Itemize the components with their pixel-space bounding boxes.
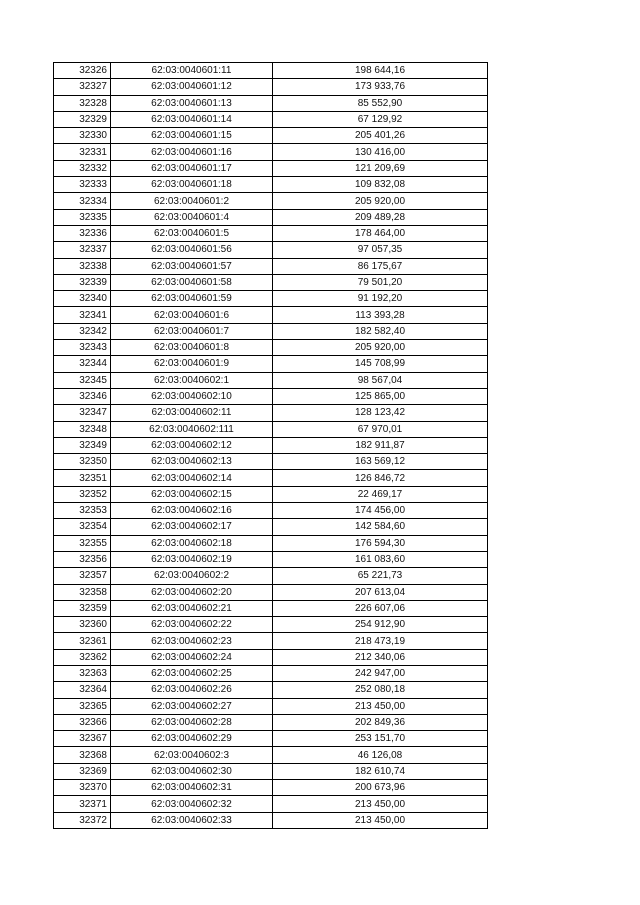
row-number-cell: 32367 (54, 731, 111, 747)
cadastral-number-cell: 62:03:0040601:17 (111, 160, 273, 176)
cadastral-number-cell: 62:03:0040601:58 (111, 274, 273, 290)
value-cell: 65 221,73 (273, 568, 488, 584)
cadastral-number-cell: 62:03:0040601:56 (111, 242, 273, 258)
table-row (54, 193, 488, 209)
table-row (54, 551, 488, 567)
table-row (54, 486, 488, 502)
cadastral-number-cell: 62:03:0040601:8 (111, 340, 273, 356)
table-row (54, 649, 488, 665)
table-row (54, 144, 488, 160)
value-cell: 142 584,60 (273, 519, 488, 535)
table-row (54, 714, 488, 730)
table-row (54, 421, 488, 437)
value-cell: 67 129,92 (273, 111, 488, 127)
row-number-cell: 32356 (54, 551, 111, 567)
table-row (54, 225, 488, 241)
row-number-cell: 32370 (54, 780, 111, 796)
cadastral-number-cell: 62:03:0040601:9 (111, 356, 273, 372)
cadastral-number-cell: 62:03:0040602:33 (111, 812, 273, 828)
value-cell: 254 912,90 (273, 617, 488, 633)
table-row (54, 274, 488, 290)
value-cell: 252 080,18 (273, 682, 488, 698)
row-number-cell: 32353 (54, 503, 111, 519)
cadastral-number-cell: 62:03:0040602:17 (111, 519, 273, 535)
value-cell: 174 456,00 (273, 503, 488, 519)
row-number-cell: 32333 (54, 177, 111, 193)
table-row (54, 111, 488, 127)
cadastral-number-cell: 62:03:0040602:21 (111, 600, 273, 616)
cadastral-number-cell: 62:03:0040601:13 (111, 95, 273, 111)
value-cell: 109 832,08 (273, 177, 488, 193)
row-number-cell: 32330 (54, 128, 111, 144)
value-cell: 253 151,70 (273, 731, 488, 747)
cadastral-number-cell: 62:03:0040602:24 (111, 649, 273, 665)
cadastral-number-cell: 62:03:0040602:32 (111, 796, 273, 812)
value-cell: 202 849,36 (273, 714, 488, 730)
value-cell: 242 947,00 (273, 665, 488, 681)
value-cell: 182 911,87 (273, 437, 488, 453)
cadastral-number-cell: 62:03:0040601:15 (111, 128, 273, 144)
cadastral-number-cell: 62:03:0040601:16 (111, 144, 273, 160)
table-row (54, 747, 488, 763)
cadastral-number-cell: 62:03:0040602:18 (111, 535, 273, 551)
cadastral-number-cell: 62:03:0040601:4 (111, 209, 273, 225)
cadastral-value-table (53, 62, 488, 829)
table-row (54, 209, 488, 225)
row-number-cell: 32327 (54, 79, 111, 95)
value-cell: 91 192,20 (273, 291, 488, 307)
value-cell: 125 865,00 (273, 388, 488, 404)
cadastral-number-cell: 62:03:0040601:14 (111, 111, 273, 127)
row-number-cell: 32350 (54, 454, 111, 470)
row-number-cell: 32342 (54, 323, 111, 339)
row-number-cell: 32359 (54, 600, 111, 616)
cadastral-number-cell: 62:03:0040602:16 (111, 503, 273, 519)
table-row (54, 323, 488, 339)
cadastral-number-cell: 62:03:0040601:11 (111, 63, 273, 79)
row-number-cell: 32360 (54, 617, 111, 633)
table-row (54, 356, 488, 372)
value-cell: 67 970,01 (273, 421, 488, 437)
value-cell: 126 846,72 (273, 470, 488, 486)
row-number-cell: 32328 (54, 95, 111, 111)
row-number-cell: 32343 (54, 340, 111, 356)
row-number-cell: 32345 (54, 372, 111, 388)
value-cell: 176 594,30 (273, 535, 488, 551)
cadastral-number-cell: 62:03:0040602:2 (111, 568, 273, 584)
row-number-cell: 32349 (54, 437, 111, 453)
row-number-cell: 32341 (54, 307, 111, 323)
table-row (54, 128, 488, 144)
row-number-cell: 32335 (54, 209, 111, 225)
value-cell: 212 340,06 (273, 649, 488, 665)
cadastral-number-cell: 62:03:0040602:23 (111, 633, 273, 649)
row-number-cell: 32348 (54, 421, 111, 437)
value-cell: 209 489,28 (273, 209, 488, 225)
value-cell: 207 613,04 (273, 584, 488, 600)
table-row (54, 780, 488, 796)
table-row (54, 307, 488, 323)
value-cell: 121 209,69 (273, 160, 488, 176)
value-cell: 226 607,06 (273, 600, 488, 616)
table-row (54, 698, 488, 714)
cadastral-number-cell: 62:03:0040602:31 (111, 780, 273, 796)
cadastral-number-cell: 62:03:0040601:5 (111, 225, 273, 241)
row-number-cell: 32354 (54, 519, 111, 535)
cadastral-number-cell: 62:03:0040602:29 (111, 731, 273, 747)
cadastral-number-cell: 62:03:0040602:28 (111, 714, 273, 730)
value-cell: 173 933,76 (273, 79, 488, 95)
cadastral-number-cell: 62:03:0040602:3 (111, 747, 273, 763)
table-row (54, 584, 488, 600)
row-number-cell: 32366 (54, 714, 111, 730)
table-row (54, 95, 488, 111)
table-row (54, 812, 488, 828)
row-number-cell: 32351 (54, 470, 111, 486)
table-row (54, 470, 488, 486)
value-cell: 85 552,90 (273, 95, 488, 111)
cadastral-number-cell: 62:03:0040602:10 (111, 388, 273, 404)
table-row (54, 600, 488, 616)
table-row (54, 177, 488, 193)
table-row (54, 160, 488, 176)
table-row (54, 79, 488, 95)
cadastral-number-cell: 62:03:0040601:18 (111, 177, 273, 193)
row-number-cell: 32336 (54, 225, 111, 241)
table-row (54, 63, 488, 79)
cadastral-number-cell: 62:03:0040602:27 (111, 698, 273, 714)
table-row (54, 405, 488, 421)
table-row (54, 388, 488, 404)
row-number-cell: 32358 (54, 584, 111, 600)
row-number-cell: 32365 (54, 698, 111, 714)
value-cell: 205 920,00 (273, 340, 488, 356)
value-cell: 130 416,00 (273, 144, 488, 160)
value-cell: 86 175,67 (273, 258, 488, 274)
value-cell: 163 569,12 (273, 454, 488, 470)
row-number-cell: 32340 (54, 291, 111, 307)
cadastral-number-cell: 62:03:0040602:15 (111, 486, 273, 502)
value-cell: 46 126,08 (273, 747, 488, 763)
cadastral-number-cell: 62:03:0040602:19 (111, 551, 273, 567)
row-number-cell: 32352 (54, 486, 111, 502)
table-row (54, 291, 488, 307)
cadastral-number-cell: 62:03:0040602:25 (111, 665, 273, 681)
table-row (54, 340, 488, 356)
value-cell: 113 393,28 (273, 307, 488, 323)
value-cell: 213 450,00 (273, 698, 488, 714)
table-row (54, 633, 488, 649)
table-row (54, 665, 488, 681)
table-row (54, 503, 488, 519)
table-row (54, 568, 488, 584)
value-cell: 198 644,16 (273, 63, 488, 79)
cadastral-number-cell: 62:03:0040602:12 (111, 437, 273, 453)
value-cell: 182 582,40 (273, 323, 488, 339)
row-number-cell: 32338 (54, 258, 111, 274)
cadastral-number-cell: 62:03:0040601:7 (111, 323, 273, 339)
value-cell: 182 610,74 (273, 763, 488, 779)
row-number-cell: 32368 (54, 747, 111, 763)
row-number-cell: 32334 (54, 193, 111, 209)
table-row (54, 258, 488, 274)
cadastral-number-cell: 62:03:0040602:22 (111, 617, 273, 633)
value-cell: 145 708,99 (273, 356, 488, 372)
cadastral-number-cell: 62:03:0040601:2 (111, 193, 273, 209)
row-number-cell: 32326 (54, 63, 111, 79)
row-number-cell: 32369 (54, 763, 111, 779)
cadastral-number-cell: 62:03:0040602:11 (111, 405, 273, 421)
value-cell: 161 083,60 (273, 551, 488, 567)
row-number-cell: 32355 (54, 535, 111, 551)
table-row (54, 372, 488, 388)
value-cell: 128 123,42 (273, 405, 488, 421)
cadastral-number-cell: 62:03:0040601:12 (111, 79, 273, 95)
table-row (54, 763, 488, 779)
value-cell: 218 473,19 (273, 633, 488, 649)
cadastral-number-cell: 62:03:0040602:14 (111, 470, 273, 486)
cadastral-number-cell: 62:03:0040602:111 (111, 421, 273, 437)
value-cell: 205 401,26 (273, 128, 488, 144)
value-cell: 213 450,00 (273, 812, 488, 828)
row-number-cell: 32362 (54, 649, 111, 665)
cadastral-number-cell: 62:03:0040602:1 (111, 372, 273, 388)
cadastral-number-cell: 62:03:0040602:30 (111, 763, 273, 779)
value-cell: 79 501,20 (273, 274, 488, 290)
row-number-cell: 32346 (54, 388, 111, 404)
row-number-cell: 32331 (54, 144, 111, 160)
cadastral-number-cell: 62:03:0040601:57 (111, 258, 273, 274)
value-cell: 200 673,96 (273, 780, 488, 796)
cadastral-number-cell: 62:03:0040602:26 (111, 682, 273, 698)
value-cell: 178 464,00 (273, 225, 488, 241)
row-number-cell: 32347 (54, 405, 111, 421)
value-cell: 22 469,17 (273, 486, 488, 502)
value-cell: 98 567,04 (273, 372, 488, 388)
row-number-cell: 32344 (54, 356, 111, 372)
cadastral-number-cell: 62:03:0040601:6 (111, 307, 273, 323)
table-row (54, 796, 488, 812)
table-row (54, 535, 488, 551)
cadastral-number-cell: 62:03:0040602:13 (111, 454, 273, 470)
row-number-cell: 32329 (54, 111, 111, 127)
table-body (54, 63, 488, 829)
row-number-cell: 32337 (54, 242, 111, 258)
table-row (54, 731, 488, 747)
row-number-cell: 32361 (54, 633, 111, 649)
cadastral-number-cell: 62:03:0040602:20 (111, 584, 273, 600)
cadastral-number-cell: 62:03:0040601:59 (111, 291, 273, 307)
table-row (54, 437, 488, 453)
table-row (54, 519, 488, 535)
value-cell: 205 920,00 (273, 193, 488, 209)
row-number-cell: 32364 (54, 682, 111, 698)
row-number-cell: 32371 (54, 796, 111, 812)
value-cell: 97 057,35 (273, 242, 488, 258)
row-number-cell: 32363 (54, 665, 111, 681)
row-number-cell: 32339 (54, 274, 111, 290)
row-number-cell: 32357 (54, 568, 111, 584)
value-cell: 213 450,00 (273, 796, 488, 812)
table-row (54, 242, 488, 258)
table-row (54, 617, 488, 633)
row-number-cell: 32332 (54, 160, 111, 176)
table-row (54, 454, 488, 470)
table-row (54, 682, 488, 698)
row-number-cell: 32372 (54, 812, 111, 828)
